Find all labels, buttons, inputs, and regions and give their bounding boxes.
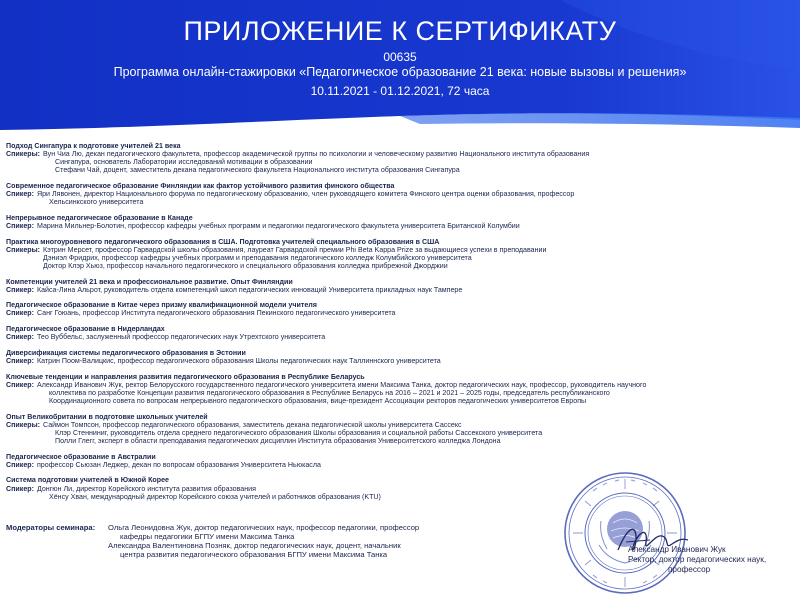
section-title: Ключевые тенденции и направления развития педагогического образования в Республике Беларусь <box>6 372 365 381</box>
section-title: Опыт Великобритании в подготовке школьных учителей <box>6 412 208 421</box>
speaker-line: Клэр Стенниниг, руководитель отдела среднего педагогического образования Школы образования и социальной работы Сассекского университета <box>55 428 543 437</box>
section-netherlands <box>6 325 796 341</box>
speaker-line: Донгюн Ли, директор Корейского института развития образования <box>36 484 256 493</box>
speaker-line: Кэтрин Мерсет, профессор Гарвардской школы образования, лауреат Гарвардской премии Phi Beta Kappa Prize за выдающиеся успехи в преподавании <box>43 245 547 254</box>
certificate-number: 00635 <box>383 50 417 64</box>
speaker-role-label: Спикер: <box>6 380 34 389</box>
section-title: Подход Сингапура к подготовке учителей 21 века <box>6 142 181 150</box>
moderator-line: центра развития педагогического образования БГПУ имени Максима Танка <box>120 550 388 559</box>
speaker-role-label: Спикер: <box>6 460 34 469</box>
speaker-line: коллектива по разработке Концепции развития педагогического образования в Республике Беларусь на 2016 – 2021 и 2021 – 2025 годы, председатель республиканского <box>48 388 610 397</box>
speaker-line: Саймон Томпсон, профессор педагогического образования, заместитель декана педагогической школы университета Сассекс <box>43 420 462 429</box>
speaker-line: Марина Мильнер-Болотин, профессор кафедры учебных программ и педагогики педагогического факультета университета Британской Колумбии <box>36 221 520 230</box>
speaker-line: Санг Гоюань, профессор Института педагогического образования Пекинского педагогического университета <box>36 309 396 318</box>
speaker-line: Полли Глегг, эксперт в области преподавания педагогических дисциплин Института образования Университетского колледжа Лондона <box>55 436 501 445</box>
moderator-entry <box>108 523 419 541</box>
section-title: Непрерывное педагогическое образование в Канаде <box>6 213 193 222</box>
section-title: Современное педагогическое образование Финляндии как фактор устойчивого развития финского общества <box>6 181 395 190</box>
moderators-block <box>6 523 419 559</box>
speaker-line: Хёнсу Хван, международный директор Корейского союза учителей и работников образования (KTU) <box>48 492 381 501</box>
section-canada <box>6 214 796 230</box>
section-uk <box>6 413 796 445</box>
speaker-line: профессор Сьюзан Леджер, декан по вопросам образования Университета Ньюкасла <box>36 460 321 469</box>
section-title: Практика многоуровневого педагогического образования в США. Подготовка учителей специального образования в США <box>6 237 440 246</box>
section-finland-competences <box>6 278 796 294</box>
moderators-label: Модераторы семинара: <box>6 523 96 532</box>
speaker-line: Катрин Поом-Валицкис, профессор педагогического образования Школы педагогических наук Таллиннского университета <box>36 357 441 366</box>
section-title: Педагогическое образование в Нидерландах <box>6 325 165 334</box>
signer-position: Ректор, доктор педагогических наук, <box>628 555 767 564</box>
speaker-role-label: Спикер: <box>6 484 34 493</box>
speaker-line: Стефани Чай, доцент, заместитель декана педагогического факультета Национального института образования Сингапура <box>55 166 460 175</box>
speaker-role-label: Спикер: <box>6 221 34 230</box>
speaker-role-label: Спикер: <box>6 285 34 294</box>
header-banner <box>0 0 800 135</box>
speaker-role-label: Спикер: <box>6 333 34 342</box>
section-finland <box>6 182 796 206</box>
section-china <box>6 301 796 317</box>
speaker-line: Вун Чиа Лю, декан педагогического факультета, профессор академической группы по психологии и человеческому развитию Национального института образования <box>43 150 590 159</box>
speaker-line: Хельсинкского университета <box>48 198 144 207</box>
section-title: Диверсификация системы педагогического образования в Эстонии <box>6 348 246 357</box>
speaker-role-label: Спикеры: <box>6 245 41 254</box>
moderator-line: Ольга Леонидовна Жук, доктор педагогических наук, профессор педагогики, профессор <box>108 523 420 532</box>
speaker-line: Сингапура, основатель Лаборатории исследований мотивации в образовании <box>55 158 313 167</box>
section-estonia <box>6 349 796 365</box>
speaker-line: Кайса-Лина Альрот, руководитель отдела компетенций школ педагогических инноваций Университета прикладных наук Тампере <box>36 285 463 294</box>
speaker-role-label: Спикер: <box>6 309 34 318</box>
signer-block <box>628 545 766 575</box>
program-content <box>6 142 796 508</box>
speaker-line: Координационного совета по вопросам непрерывного педагогического образования, вице-президент Ассоциации ректоров педагогических университетов Европы <box>48 397 587 405</box>
speaker-role-label: Спикер: <box>6 357 34 366</box>
moderator-line: кафедры педагогики БГПУ имени Максима Танка <box>120 532 295 541</box>
moderator-entry <box>108 541 419 559</box>
speaker-role-label: Спикеры: <box>6 420 41 429</box>
section-belarus <box>6 373 796 405</box>
program-dates: 10.11.2021 - 01.12.2021, 72 часа <box>310 84 490 98</box>
speaker-line: Тео Вуббельс, заслуженный профессор педагогических наук Утрехтского университета <box>36 333 326 342</box>
section-title: Педагогическое образование в Австралии <box>6 452 156 461</box>
moderator-line: Александра Валентиновна Позняк, доктор педагогических наук, доцент, начальник <box>108 541 401 550</box>
section-title: Система подготовки учителей в Южной Корее <box>6 476 169 485</box>
section-usa <box>6 238 796 270</box>
section-title: Педагогическое образование в Китае через призму квалификационной модели учителя <box>6 301 317 310</box>
speaker-line: Яри Лявонен, директор Национального форума по педагогическому образованию, член руководящего комитета Финского центра оценки образования, профессор <box>36 190 575 199</box>
speaker-role-label: Спикеры: <box>6 150 41 159</box>
program-title: Программа онлайн-стажировки «Педагогическое образование 21 века: новые вызовы и решения» <box>113 65 687 79</box>
speaker-line: Александр Иванович Жук, ректор Белорусского государственного педагогического университета имени Максима Танка, доктор педагогических наук, профессор, руководитель научного <box>36 380 647 389</box>
speaker-role-label: Спикер: <box>6 190 34 199</box>
speaker-line: Дэниэл Фридрих, профессор кафедры учебных программ и преподавания педагогического колледж Колумбийского университета <box>43 253 472 262</box>
speaker-line: Доктор Клэр Хьюз, профессор начального педагогического и специального образования колледжа прибрежной Джорджии <box>43 261 448 270</box>
section-singapore <box>6 142 796 174</box>
document-title: ПРИЛОЖЕНИЕ К СЕРТИФИКАТУ <box>183 16 617 46</box>
signer-title: профессор <box>668 565 711 574</box>
section-australia <box>6 453 796 469</box>
signer-name: Александр Иванович Жук <box>628 545 726 554</box>
section-title: Компетенции учителей 21 века и профессиональное развитие. Опыт Финляндии <box>6 277 293 286</box>
